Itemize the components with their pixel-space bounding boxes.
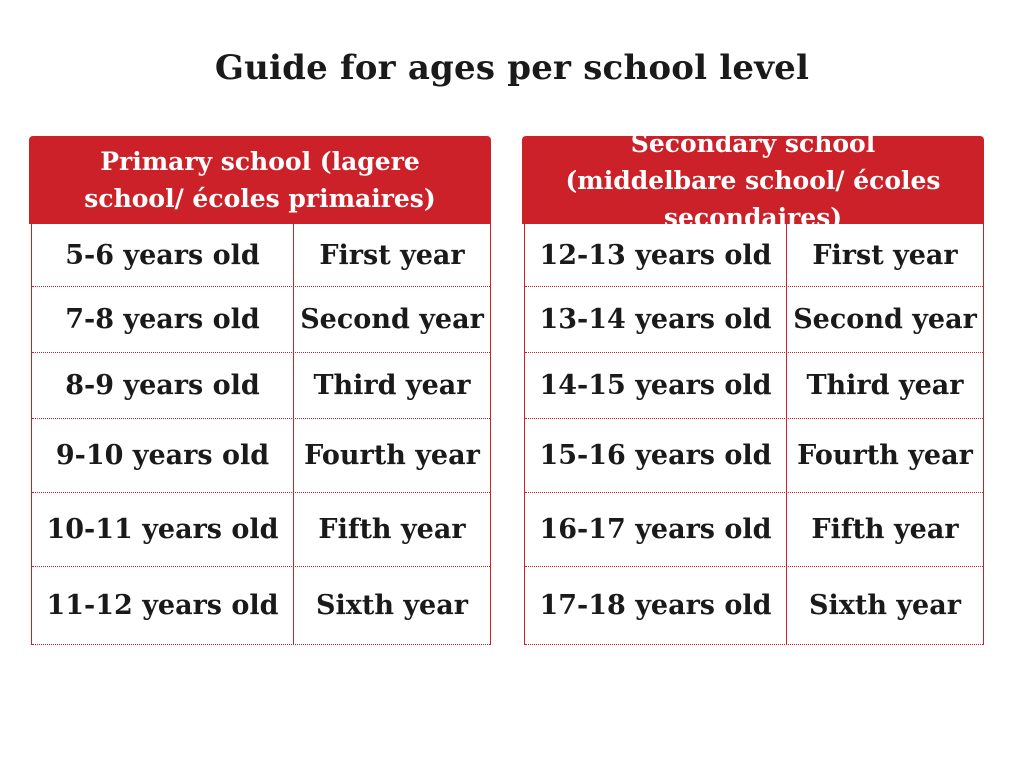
year-cell: Fifth year	[811, 514, 959, 545]
age-cell: 11-12 years old	[32, 567, 294, 644]
secondary-table-header: Secondary school (middelbare school/ écoles secondaires)	[522, 136, 984, 224]
year-cell: Second year	[300, 304, 484, 335]
age-cell: 12-13 years old	[525, 224, 787, 286]
year-cell: Sixth year	[809, 590, 961, 621]
table-row	[525, 287, 983, 353]
table-row	[525, 493, 983, 567]
table-row	[32, 567, 490, 645]
age-cell: 10-11 years old	[32, 493, 294, 566]
table-row	[525, 567, 983, 645]
age-cell: 9-10 years old	[32, 419, 294, 492]
primary-table-body	[31, 224, 491, 645]
table-row	[32, 224, 490, 287]
page-title: Guide for ages per school level	[214, 48, 810, 88]
age-cell: 16-17 years old	[525, 493, 787, 566]
year-cell: Fifth year	[318, 514, 466, 545]
table-row	[32, 419, 490, 493]
age-cell: 15-16 years old	[525, 419, 787, 492]
primary-school-table	[29, 136, 491, 645]
age-cell: 7-8 years old	[32, 287, 294, 352]
year-cell: Sixth year	[316, 590, 468, 621]
table-row	[525, 353, 983, 419]
year-cell: Fourth year	[797, 440, 973, 471]
primary-table-header: Primary school (lagere school/ écoles primaires)	[29, 136, 491, 224]
secondary-table-body	[524, 224, 984, 645]
age-cell: 8-9 years old	[32, 353, 294, 418]
age-cell: 13-14 years old	[525, 287, 787, 352]
table-row	[32, 493, 490, 567]
year-cell: Second year	[793, 304, 977, 335]
secondary-school-table	[522, 128, 984, 645]
table-row	[525, 224, 983, 287]
age-cell: 17-18 years old	[525, 567, 787, 644]
table-row	[525, 419, 983, 493]
age-cell: 14-15 years old	[525, 353, 787, 418]
year-cell: Third year	[806, 370, 964, 401]
table-row	[32, 287, 490, 353]
year-cell: First year	[812, 239, 958, 271]
year-cell: Third year	[313, 370, 471, 401]
age-cell: 5-6 years old	[32, 224, 294, 286]
year-cell: First year	[319, 239, 465, 271]
year-cell: Fourth year	[304, 440, 480, 471]
table-row	[32, 353, 490, 419]
